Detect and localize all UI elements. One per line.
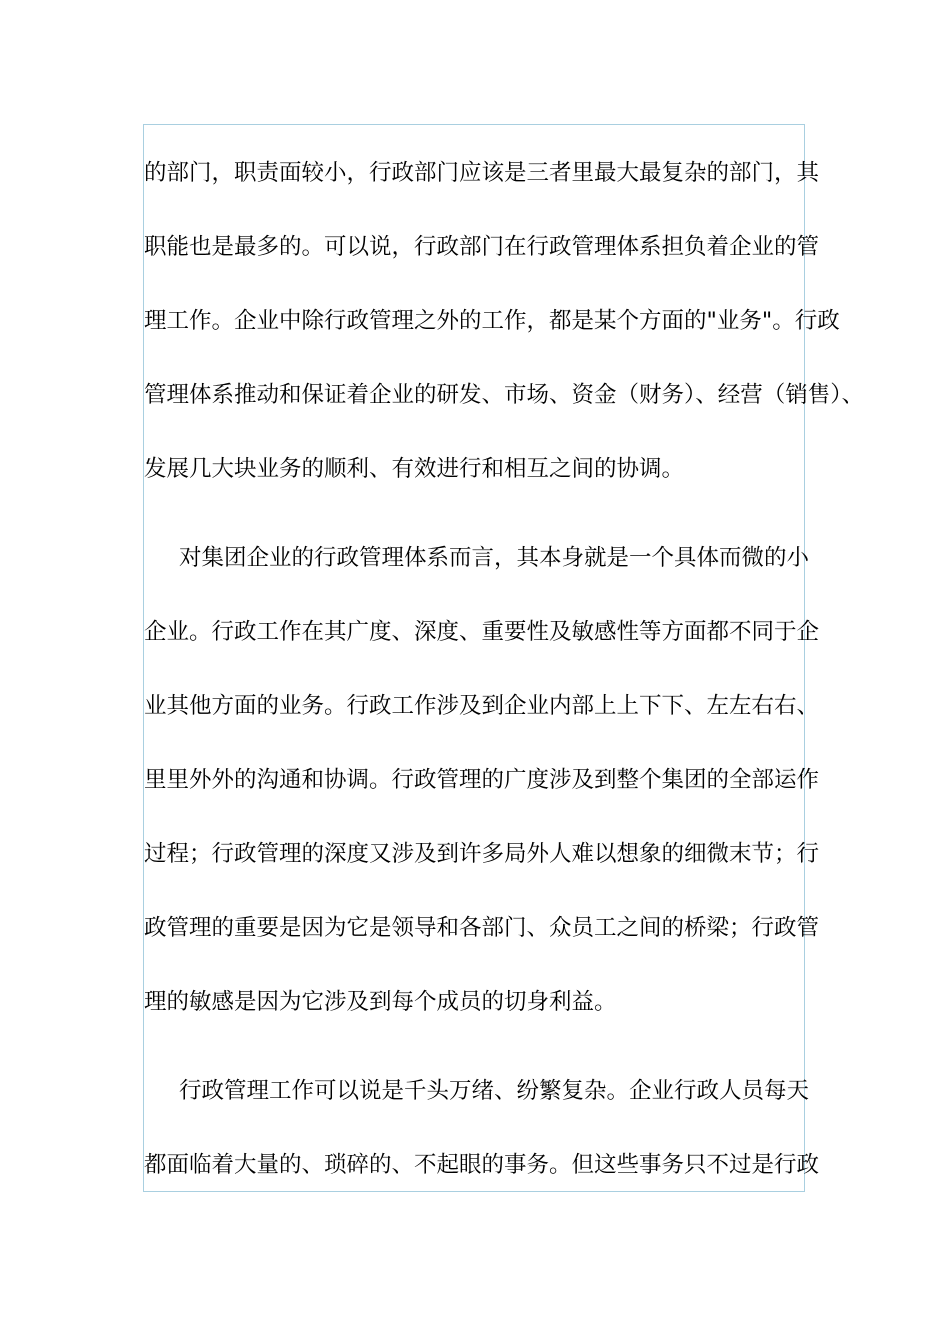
text-line: 都面临着大量的、琐碎的、不起眼的事务。但这些事务只不过是行政 (144, 1152, 820, 1178)
text-line: 里里外外的沟通和协调。行政管理的广度涉及到整个集团的全部运作 (144, 767, 820, 793)
text-line: 理工作。企业中除行政管理之外的工作，都是某个方面的"业务"。行政 (144, 308, 840, 334)
document-body (144, 136, 865, 1202)
text-line: 过程；行政管理的深度又涉及到许多局外人难以想象的细微末节；行 (144, 841, 820, 867)
text-line: 的部门，职责面较小，行政部门应该是三者里最大最复杂的部门，其 (144, 160, 820, 186)
text-line: 政管理的重要是因为它是领导和各部门、众员工之间的桥梁；行政管 (144, 915, 820, 941)
paragraph-3 (144, 1054, 820, 1202)
text-line: 业其他方面的业务。行政工作涉及到企业内部上上下下、左左右右、 (144, 693, 820, 719)
paragraph-1 (144, 136, 865, 506)
paragraph-2 (144, 521, 820, 1039)
text-line: 职能也是最多的。可以说，行政部门在行政管理体系担负着企业的管 (144, 234, 820, 260)
text-line: 管理体系推动和保证着企业的研发、市场、资金（财务）、经营（销售）、 (144, 382, 865, 408)
text-line: 对集团企业的行政管理体系而言，其本身就是一个具体而微的小 (179, 545, 810, 571)
text-line: 理的敏感是因为它涉及到每个成员的切身利益。 (144, 989, 617, 1015)
text-line: 行政管理工作可以说是千头万绪、纷繁复杂。企业行政人员每天 (179, 1078, 810, 1104)
text-line: 发展几大块业务的顺利、有效进行和相互之间的协调。 (144, 456, 685, 482)
text-line: 企业。行政工作在其广度、深度、重要性及敏感性等方面都不同于企 (144, 619, 820, 645)
